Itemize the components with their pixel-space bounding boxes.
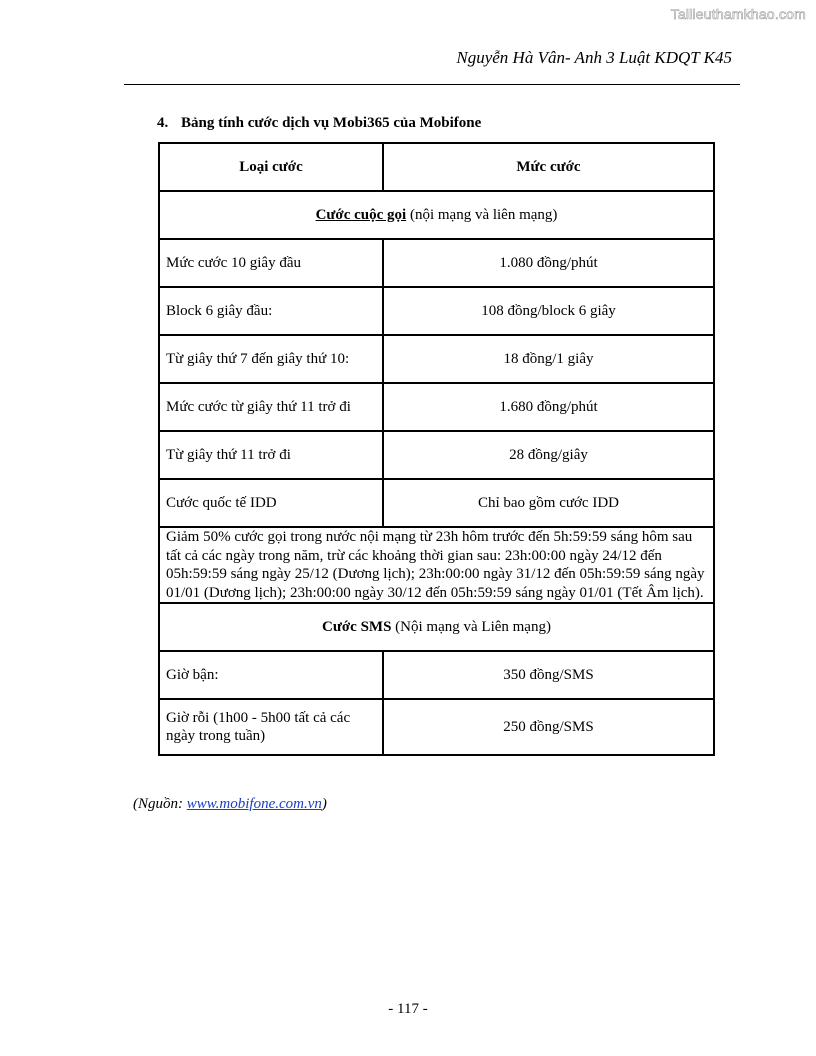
row-value: Chỉ bao gồm cước IDD bbox=[383, 479, 714, 527]
section-number: 4. bbox=[157, 115, 169, 131]
row-value: 108 đồng/block 6 giây bbox=[383, 287, 714, 335]
row-value: 1.080 đồng/phút bbox=[383, 239, 714, 287]
row-value: 18 đồng/1 giây bbox=[383, 335, 714, 383]
table-row bbox=[159, 335, 714, 383]
watermark: Tailieuthamkhao.com bbox=[670, 6, 806, 22]
table-row bbox=[159, 651, 714, 699]
sms-section-rest: (Nội mạng và Liên mạng) bbox=[391, 618, 551, 635]
row-label: Block 6 giây đầu: bbox=[159, 287, 383, 335]
source-prefix: (Nguồn: bbox=[133, 796, 187, 812]
row-value: 1.680 đồng/phút bbox=[383, 383, 714, 431]
row-value: 250 đồng/SMS bbox=[383, 699, 714, 755]
row-label: Mức cước từ giây thứ 11 trở đi bbox=[159, 383, 383, 431]
row-value: 350 đồng/SMS bbox=[383, 651, 714, 699]
row-label: Cước quốc tế IDD bbox=[159, 479, 383, 527]
sms-section-bold: Cước SMS bbox=[322, 618, 392, 635]
running-header: Nguyễn Hà Vân- Anh 3 Luật KDQT K45 bbox=[456, 48, 732, 67]
column-header-rate: Mức cước bbox=[383, 143, 714, 191]
row-value: 28 đồng/giây bbox=[383, 431, 714, 479]
table-row bbox=[159, 287, 714, 335]
source-suffix: ) bbox=[321, 796, 327, 812]
table-row bbox=[159, 431, 714, 479]
table-row bbox=[159, 383, 714, 431]
sms-section-heading bbox=[159, 603, 714, 651]
row-label: Giờ rỗi (1h00 - 5h00 tất cả các ngày trong tuần) bbox=[159, 699, 383, 755]
call-section-rest: (nội mạng và liên mạng) bbox=[406, 206, 558, 223]
header-rule bbox=[124, 84, 740, 85]
section-title bbox=[157, 115, 481, 132]
tariff-table bbox=[158, 142, 715, 756]
discount-note: Giảm 50% cước gọi trong nước nội mạng từ 23h hôm trước đến 5h:59:59 sáng hôm sau tất cả các ngày trong năm, trừ các khoảng thời gian sau: 23h:00:00 ngày 24/12 đến 05h:59:59 sáng ngày 25/12 (Dương lịch); 23h:00:00 ngày 31/12 đến 05h:59:59 sáng ngày 01/01 (Dương lịch); 23h:00:00 ngày 30/12 đến 05h:59:59 sáng ngày 01/01 (Tết Âm lịch). bbox=[159, 527, 714, 603]
table-row bbox=[159, 479, 714, 527]
row-label: Mức cước 10 giây đầu bbox=[159, 239, 383, 287]
row-label: Từ giây thứ 11 trở đi bbox=[159, 431, 383, 479]
source-link[interactable]: www.mobifone.com.vn bbox=[186, 796, 322, 812]
row-label: Từ giây thứ 7 đến giây thứ 10: bbox=[159, 335, 383, 383]
discount-note-row bbox=[159, 527, 714, 603]
row-label: Giờ bận: bbox=[159, 651, 383, 699]
section-title-text: Bảng tính cước dịch vụ Mobi365 của Mobifone bbox=[181, 115, 482, 131]
sms-section-row bbox=[159, 603, 714, 651]
source-citation bbox=[133, 796, 327, 813]
call-section-heading bbox=[159, 191, 714, 239]
page-number: - 117 - bbox=[388, 1001, 428, 1017]
call-section-bold: Cước cuộc gọi bbox=[315, 206, 407, 223]
table-row bbox=[159, 239, 714, 287]
table-header-row bbox=[159, 143, 714, 191]
call-section-row bbox=[159, 191, 714, 239]
column-header-type: Loại cước bbox=[159, 143, 383, 191]
table-row bbox=[159, 699, 714, 755]
